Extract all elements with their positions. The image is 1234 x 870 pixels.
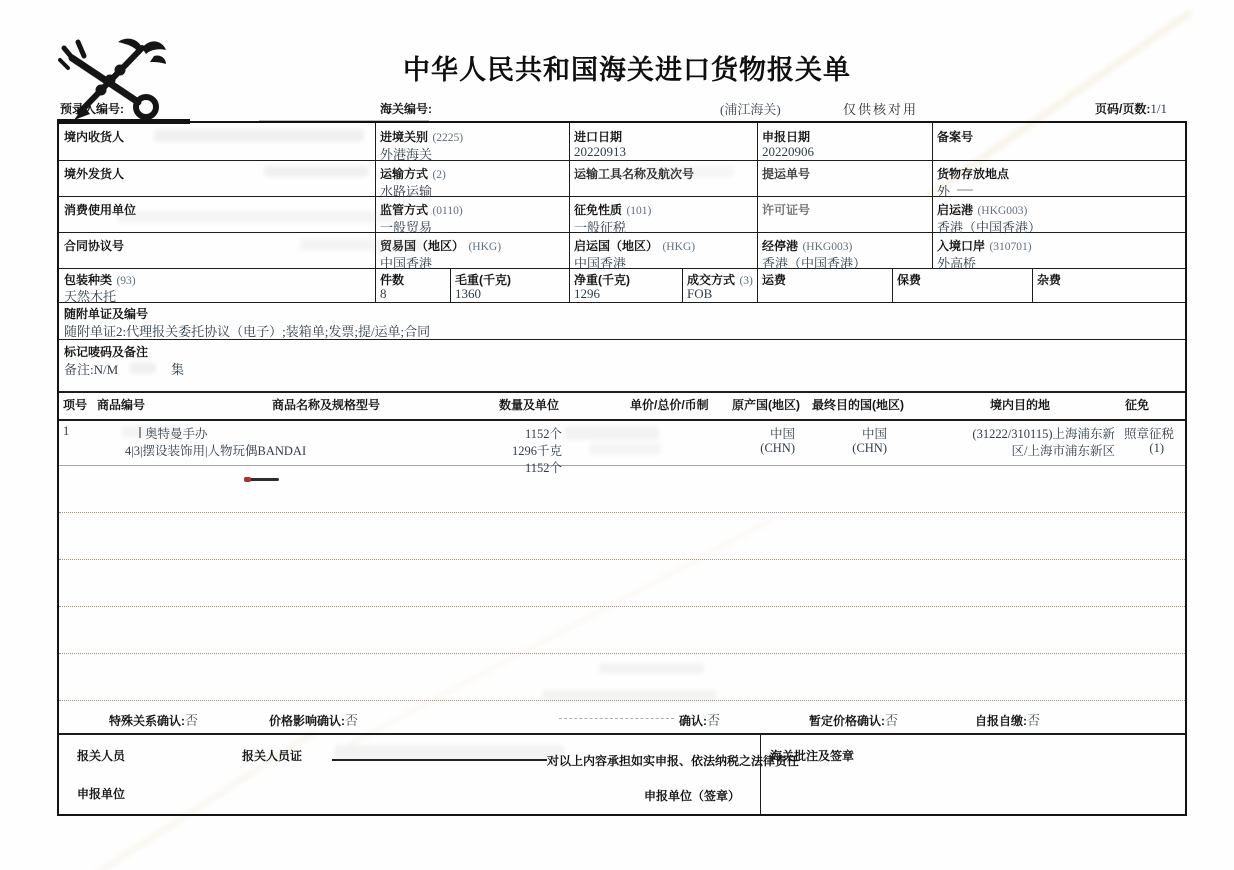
page-number [1095, 100, 1167, 118]
redaction-smudge [599, 663, 704, 674]
transit-port-label: 经停港 [762, 239, 799, 253]
storage-place-value: 外 [937, 184, 951, 199]
transaction-mode-code: (3) [739, 275, 753, 287]
goods-header-price: 单价/总价/币制 [630, 398, 709, 412]
redaction-smudge [644, 166, 734, 177]
redaction-smudge [154, 129, 364, 142]
page-number-value: 1/1 [1150, 101, 1167, 116]
confirmation-redacted-dashes [559, 718, 674, 719]
net-weight-value: 1296 [574, 286, 600, 301]
dotted-row-line [59, 606, 1185, 607]
declarant-cert-label: 报关人员证 [242, 749, 303, 763]
confirmation-provisional-price [809, 710, 898, 730]
confirmation-value: 否 [185, 713, 199, 728]
goods-header-top-border [59, 391, 1185, 393]
departure-country-code: (HKG) [662, 241, 696, 253]
item-row-divider [59, 465, 1185, 466]
tax-nature-value: 一般征税 [574, 220, 627, 235]
transaction-mode-label: 成交方式 [687, 273, 736, 287]
packing-type-value: 天然木托 [64, 289, 117, 304]
entry-customs-value: 外港海关 [380, 147, 433, 162]
confirmation-label: 自报自缴: [975, 714, 1027, 728]
transaction-mode-value: FOB [687, 286, 713, 301]
attached-docs-label: 随附单证及编号 [64, 307, 149, 321]
declare-date-label: 申报日期 [762, 130, 811, 144]
consignor-label: 境外发货人 [64, 167, 125, 181]
redaction-smudge [334, 745, 564, 761]
confirmation-self-declare [975, 710, 1040, 730]
customs-office: (浦江海关) [720, 102, 781, 117]
declarant-label: 报关人员 [77, 749, 126, 763]
scan-border-artifact [57, 119, 190, 124]
transit-port-code: (HKG003) [802, 241, 853, 253]
tax-nature-code: (101) [626, 205, 652, 217]
goods-header-item-no: 项号 [63, 398, 88, 412]
item-name-line2: 4|3|摆设装饰用|人物玩偶BANDAI [125, 444, 307, 458]
row-divider [59, 160, 1185, 161]
column-divider [932, 123, 933, 268]
goods-header-origin: 原产国(地区) [732, 398, 800, 412]
departure-country-value: 中国香港 [574, 256, 627, 271]
declare-unit-label: 申报单位 [77, 787, 126, 801]
confirmation-label: 确认: [679, 714, 707, 728]
item-dest-code: (CHN) [852, 441, 887, 455]
item-qty-line2: 1296千克 [511, 444, 562, 458]
insurance-label: 保费 [897, 273, 922, 287]
column-divider [1032, 268, 1033, 302]
supervision-mode-code: (0110) [432, 205, 463, 217]
storage-place-label: 货物存放地点 [937, 167, 1010, 181]
column-divider [375, 268, 376, 302]
confirmation-special-relation [109, 710, 198, 730]
goods-header-qty-unit: 数量及单位 [499, 398, 560, 412]
freight-label: 运费 [762, 273, 787, 287]
gross-weight-label: 毛重(千克) [455, 273, 511, 287]
marks-notes-value: 备注:N/M [64, 362, 119, 377]
redaction-smudge [264, 166, 369, 177]
packing-type-code: (93) [116, 275, 136, 287]
confirmation-value: 否 [1027, 713, 1041, 728]
customs-no-label: 海关编号: [380, 102, 432, 116]
marks-notes-value-2: 集 [171, 362, 185, 377]
trade-country-code: (HKG) [468, 241, 502, 253]
check-only-note: 仅供核对用 [843, 102, 919, 117]
item-origin-country: 中国 [769, 427, 795, 441]
import-date-value: 20220913 [574, 144, 626, 159]
net-weight-label: 净重(千克) [574, 273, 630, 287]
contract-no-label: 合同协议号 [64, 239, 125, 253]
pieces-value: 8 [380, 286, 387, 301]
redaction-smudge [589, 443, 661, 455]
item-origin-code: (CHN) [760, 441, 795, 455]
consumer-unit-label: 消费使用单位 [64, 203, 137, 217]
pre-entry-no-label: 预录入编号: [60, 102, 124, 116]
column-divider [757, 268, 758, 302]
goods-header-domestic-destination: 境内目的地 [990, 398, 1051, 412]
dotted-row-line [59, 559, 1185, 560]
goods-header-bottom-border [59, 419, 1185, 421]
redaction-smudge [564, 426, 659, 440]
storage-place-redaction-dash [957, 189, 973, 191]
item-no: 1 [63, 424, 70, 438]
declaration-statement: 对以上内容承担如实申报、依法纳税之法律责任 [547, 754, 800, 768]
goods-header-destination-country: 最终目的国(地区) [812, 398, 904, 412]
gross-weight-value: 1360 [455, 286, 481, 301]
supervision-mode-label: 监管方式 [380, 203, 429, 217]
license-no-label: 许可证号 [762, 203, 811, 217]
column-divider [892, 268, 893, 302]
transport-mode-code: (2) [432, 169, 446, 181]
departure-port-value: 香港（中国香港） [937, 220, 1042, 235]
confirmation-royalty [679, 710, 720, 730]
record-no-label: 备案号 [937, 130, 974, 144]
transport-mode-value: 水路运输 [380, 184, 433, 199]
pen-mark-red-tip [244, 477, 251, 482]
transit-port-value: 香港（中国香港） [762, 256, 867, 271]
item-qty-line3: 1152个 [524, 461, 562, 475]
entry-customs-label: 进境关别 [380, 130, 429, 144]
entry-point-code: (310701) [989, 241, 1032, 253]
attached-docs-value: 随附单证2:代理报关委托协议（电子）;装箱单;发票;提/运单;合同 [64, 324, 431, 339]
departure-port-code: (HKG003) [977, 205, 1028, 217]
column-divider [569, 123, 570, 268]
column-divider [757, 123, 758, 268]
supervision-mode-value: 一般贸易 [380, 220, 433, 235]
item-qty-line1: 1152个 [524, 427, 562, 441]
dotted-row-line [59, 653, 1185, 654]
redaction-smudge [130, 362, 156, 374]
dotted-row-line [59, 512, 1185, 513]
consignee-label: 境内收货人 [64, 130, 125, 144]
customs-notes-label: 海关批注及签章 [770, 749, 855, 763]
trade-country-value: 中国香港 [380, 256, 433, 271]
page-number-label: 页码/页数: [1095, 102, 1151, 116]
item-name-line1: 奥特曼手办 [145, 427, 208, 441]
declare-date-value: 20220906 [762, 144, 814, 159]
entry-point-label: 入境口岸 [937, 239, 986, 253]
tax-nature-label: 征免性质 [574, 203, 623, 217]
column-divider [569, 268, 570, 302]
redaction-smudge [122, 426, 182, 438]
bill-no-label: 提运单号 [762, 167, 811, 181]
confirmation-value: 否 [885, 713, 899, 728]
goods-header-name-spec: 商品名称及规格型号 [272, 398, 381, 412]
confirmation-value: 否 [345, 713, 359, 728]
entry-point-value: 外高桥 [937, 256, 977, 271]
confirmation-price-influence [269, 710, 358, 730]
row-divider [59, 302, 1185, 303]
item-domestic-dest-line1: (31222/310115)上海浦东新 [972, 427, 1115, 441]
packing-type-label: 包装种类 [64, 273, 113, 287]
item-duty-code: (1) [1149, 441, 1164, 455]
pen-mark-artifact [249, 478, 279, 481]
confirmation-label: 暂定价格确认: [809, 714, 885, 728]
confirmation-label: 价格影响确认: [269, 714, 345, 728]
departure-country-label: 启运国（地区） [574, 239, 659, 253]
redaction-smudge [117, 211, 397, 223]
misc-fee-label: 杂费 [1037, 273, 1062, 287]
confirmation-label: 特殊关系确认: [109, 714, 185, 728]
footer-column-divider [760, 733, 761, 814]
column-divider [682, 268, 683, 302]
entry-customs-code: (2225) [432, 132, 464, 144]
trade-country-label: 贸易国（地区） [380, 239, 465, 253]
confirmation-value: 否 [707, 713, 721, 728]
departure-port-label: 启运港 [937, 203, 974, 217]
declaration-form [57, 121, 1187, 816]
transport-tool-label: 运输工具名称及航次号 [574, 167, 695, 181]
row-divider [59, 196, 1185, 197]
scan-border-artifact [259, 120, 429, 123]
redaction-smudge [542, 690, 717, 702]
marks-notes-label: 标记唛码及备注 [64, 345, 149, 359]
item-dest-country: 中国 [861, 427, 887, 441]
import-date-label: 进口日期 [574, 130, 623, 144]
footer-top-border [59, 733, 1185, 735]
item-duty-mode: 照章征税 [1123, 427, 1174, 441]
transport-mode-label: 运输方式 [380, 167, 429, 181]
goods-header-duty: 征免 [1125, 398, 1150, 412]
document-title: 中华人民共和国海关进口货物报关单 [403, 55, 851, 85]
pieces-label: 件数 [380, 273, 405, 287]
item-domestic-dest-line2: 区/上海市浦东新区 [1011, 444, 1115, 458]
goods-header-hs-code: 商品编号 [97, 398, 146, 412]
sign-label: 申报单位（签章） [644, 789, 741, 803]
redaction-smudge [300, 239, 425, 251]
column-divider [450, 268, 451, 302]
